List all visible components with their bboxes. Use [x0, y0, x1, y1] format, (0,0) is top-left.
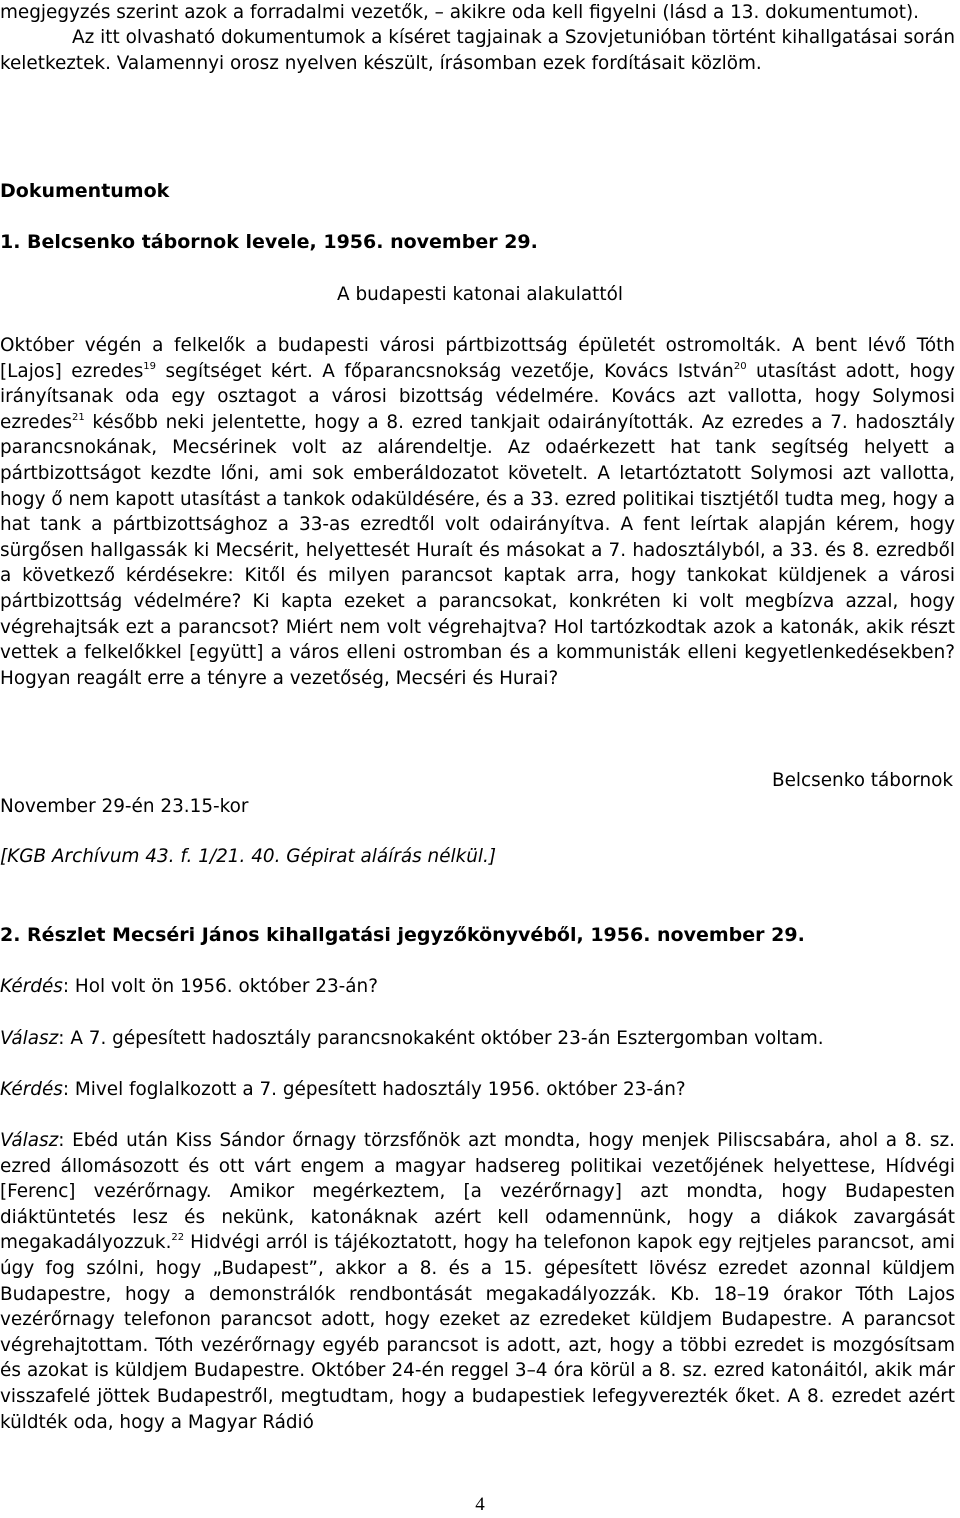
doc1-body-part2: segítséget kért. A főparancsnokság vezetője, Kovács István: [156, 360, 734, 382]
intro-line-2: Az itt olvasható dokumentumok a kíséret tagjainak a Szovjetunióban történt kihallgatásai során keletkeztek. Valamennyi orosz nyelven készült, írásomban ezek fordításait közlöm.: [0, 27, 955, 74]
doc1-title: 1. Belcsenko tábornok levele, 1956. november 29.: [0, 231, 538, 253]
question-1: [0, 974, 955, 1000]
footnote-ref-20[interactable]: 20: [733, 360, 747, 372]
page-number: 4: [475, 1494, 485, 1515]
question-2: [0, 1077, 955, 1103]
question-label: Kérdés: [0, 976, 63, 997]
footnote-ref-22[interactable]: 22: [171, 1232, 185, 1244]
doc1-body-part3: utasítást adott, hogy irányítsanak oda egy osztagot a városi bizottság védelmére. Kovács azt vallotta, hogy Solymosi ezredes: [0, 360, 955, 433]
answer-2: [0, 1128, 955, 1435]
question-label: Kérdés: [0, 1079, 63, 1100]
question-2-text: : Mivel foglalkozott a 7. gépesített hadosztály 1956. október 23-án?: [62, 1079, 686, 1100]
answer-1: [0, 1026, 955, 1052]
doc1-body: [0, 333, 955, 691]
documents-heading: Dokumentumok: [0, 180, 170, 202]
doc1-body-part4: később neki jelentette, hogy a 8. ezred tankjait odairányították. Az ezredes a 7. hadosztály parancsnokának, Mecsérinek volt az alárendeltje. Az odaérkezett hat tank segítség helyett a pártbizottságot kezdte lőni, ami sok emberáldozatot követelt. A letartóztatott Solymosi azt vallotta, hogy ő nem kapott utasítást a tankok odaküldésére, és a 33. ezred politikai tisztjétől tudta meg, hogy a hat tank a pártbizottsághoz a 33-as ezredtől volt odairányítva. A fent leírtak alapján kérem, hogy sürgősen hallgassák ki Mecsérit, helyettesét Huraít és másokat a 7. hadosztályból, a 33. és 8. ezredből a következő kérdésekre: Kitől és milyen parancsot kaptak arra, hogy tankokat küldjenek a városi pártbizottság védelmére? Ki kapta ezeket a parancsokat, konkréten ki volt megbízva azzal, hogy végrehajtsák ezt a parancsot? Miért nem volt végrehajtva? Hol tartózkodtak azok a katonák, akik részt vettek a felkelőkkel [együtt] a város elleni ostromban és a kommunisták elleni kegyetlenkedésekben? Hogyan reagált erre a tényre a vezetőség, Mecséri és Hurai?: [0, 411, 955, 689]
answer-1-text: : A 7. gépesített hadosztály parancsnokaként október 23-án Esztergomban voltam.: [58, 1028, 824, 1049]
answer-label: Válasz: [0, 1130, 59, 1151]
doc1-addressee: A budapesti katonai alakulattól: [337, 284, 623, 305]
doc1-archive-reference: [KGB Archívum 43. f. 1/21. 40. Gépirat aláírás nélkül.]: [0, 846, 497, 867]
intro-paragraph: [0, 0, 955, 76]
footnote-ref-19[interactable]: 19: [143, 360, 157, 372]
footnote-ref-21[interactable]: 21: [72, 411, 85, 423]
answer-2-text-part2: Hidvégi arról is tájékoztatott, hogy ha telefonon kapok egy rejtjeles parancsot, ami úgy fog szólni, hogy „Budapest”, akkor a 8. és a 15. gépesített lövész ezredet azonnal küldjem Budapestre, hogy a demonstrálók rendbontását megakadályozzák. Kb. 18–19 órakor Tóth Lajos vezérőrnagy telefonon parancsot adott, hogy ezeket az ezredeket küldjem Budapestre. A parancsot végrehajtottam. Tóth vezérőrnagy egyéb parancsot is adott, azt, hogy a többi ezredet is mozgósítsam és azokat is küldjem Budapestre. Október 24-én reggel 3–4 óra körül a 8. sz. ezred katonáitól, akik már visszafelé jöttek Budapestről, megtudtam, hogy a budapestiek lefegyverezték őket. A 8. ezredet azért küldték oda, hogy a Magyar Rádió: [0, 1232, 955, 1433]
doc2-title: 2. Részlet Mecséri János kihallgatási jegyzőkönyvéből, 1956. november 29.: [0, 924, 805, 946]
intro-line-1: megjegyzés szerint azok a forradalmi vezetők, – akikre oda kell figyelni (lásd a 13. dokumentumot).: [0, 2, 919, 23]
answer-label: Válasz: [0, 1028, 59, 1049]
doc1-body-part1: Október végén a felkelők a budapesti városi pártbizottság épületét ostromolták. A bent lévő Tóth [Lajos] ezredes: [0, 335, 955, 382]
question-1-text: : Hol volt ön 1956. október 23-án?: [62, 976, 378, 997]
answer-2-text-part1: : Ebéd után Kiss Sándor őrnagy törzsfőnök azt mondta, hogy menjek Piliscsabára, ahol a 8. sz. ezred állomásozott és ott várt engem a magyar hadsereg politikai vezetőjének helyettese, Hídvégi [Ferenc] vezérőrnagy. Amikor megérkeztem, [a vezérőrnagy] azt mondta, hogy Budapesten diáktüntetés lesz és nekünk, katonáknak azért kell odamennünk, hogy a diákok zavargását megakadályozzuk.: [0, 1130, 955, 1254]
doc1-signature: Belcsenko tábornok: [772, 770, 953, 791]
doc1-date: November 29-én 23.15-kor: [0, 796, 249, 817]
